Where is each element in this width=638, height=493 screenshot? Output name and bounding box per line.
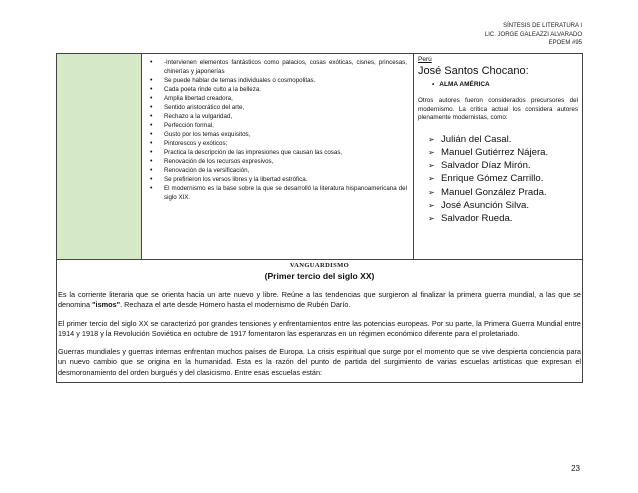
list-item: • Renovación de la versificación, — [164, 166, 407, 175]
list-item: • Gusto por los temas exquisitos, — [164, 130, 407, 139]
paragraph-text: . Rechaza el arte desde Homero hasta el modernismo de Rubén Darío. — [120, 300, 351, 310]
list-item: • Sentido aristocrático del arte, — [164, 103, 407, 112]
author-list-name: Salvador Rueda. — [441, 213, 513, 224]
arrow-bullet-icon: ➢ — [428, 214, 435, 223]
author-list-name: Julián del Casal. — [441, 133, 512, 145]
list-item: • Se prefirieron los versos libres y la libertad estrófica. — [164, 175, 407, 184]
table-row — [57, 54, 582, 260]
section-title: VANGUARDISMO — [289, 262, 350, 269]
author-list-name: Manuel Gutiérrez Nájera. — [441, 146, 549, 158]
paragraph-text: Es la corriente literaria que se orienta hacia un arte nuevo y libre. Reúne a las tendencias que surgieron al finalizar la primera guerra mundial, a las que se denomina — [58, 290, 581, 310]
list-item: • El modernismo es la base sobre la que se desarrolló la literatura hispanoamericana del siglo XIX. — [164, 184, 407, 202]
paragraph: El primer tercio del siglo XX se caracterizó por grandes tensiones y enfrentamientos entre las potencias europeas. Por su parte, la Primera Guerra Mundial entre 1914 y 1918 y la Revolución Soviética en octubre de 1917 fomentaron las esperanzas en un régimen económico diferente para el proletariado. — [58, 318, 581, 338]
list-item — [428, 133, 578, 146]
list-item — [428, 146, 578, 159]
characteristics-cell — [142, 54, 414, 259]
list-item — [428, 199, 578, 212]
vanguardismo-section — [57, 260, 582, 382]
author-name: José Santos Chocano: — [418, 65, 529, 77]
list-item — [428, 186, 578, 199]
author-list-name: José Asunción Silva. — [441, 199, 529, 211]
list-item — [428, 159, 578, 172]
ismos-term: "ismos" — [92, 300, 121, 310]
authors-cell — [414, 54, 582, 259]
list-item: • Practica la descripción de las impresiones que causan las cosas, — [164, 148, 407, 157]
arrow-bullet-icon: ➢ — [428, 161, 435, 171]
arrow-bullet-icon: ➢ — [428, 134, 435, 144]
list-item: • Rechazo a la vulgaridad, — [164, 112, 407, 121]
author-list-name: Manuel González Prada. — [441, 186, 547, 198]
shaded-cell — [57, 54, 142, 259]
others-paragraph: Otros autores fueron considerados precursores del modernismo. La crítica actual los considera autores plenamente modernistas, como: — [418, 97, 578, 122]
list-item: • Se puede hablar de temas individuales o cosmopolitas. — [164, 76, 407, 85]
list-item: • Cada poeta rinde culto a la belleza. — [164, 85, 407, 94]
header-author: LIC. JORGE GALEAZZI ALVARADO — [484, 31, 582, 38]
list-item — [428, 172, 578, 185]
work-title: • ALMA AMÉRICA — [432, 80, 578, 89]
author-list-name: Salvador Díaz Mirón. — [441, 160, 531, 172]
characteristics-list — [144, 58, 407, 202]
header-school: EPOEM #95 — [548, 40, 582, 46]
paragraph: Guerras mundiales y guerras internas enfrentan muchos países de Europa. La crisis espiritual que surge por el momento que se vive despierta conciencia para un nuevo cambio que se origina en la humanidad. Esta es la razón del punto de partida del surgimiento de varias escuelas artísticas que expresan el desmoronamiento del orden burgués y del clasicismo. Entre esas escuelas están: — [58, 347, 581, 377]
arrow-bullet-icon: ➢ — [428, 200, 435, 210]
header-course: SÍNTESIS DE LITERATURA I — [503, 23, 582, 29]
arrow-bullet-icon: ➢ — [428, 147, 435, 157]
list-item: • Pintorescos y exóticos; — [164, 139, 407, 148]
list-item: • Perfección formal, — [164, 121, 407, 130]
list-item: • Amplia libertad creadora, — [164, 94, 407, 103]
list-item: • -Intervienen elementos fantásticos como palacios, cosas exóticas, cisnes, princesas, chinerías y japonerías — [164, 58, 407, 76]
page-number: 23 — [571, 464, 580, 473]
paragraph — [58, 290, 581, 311]
author-list-name: Enrique Gómez Carrillo. — [441, 173, 544, 185]
authors-list — [418, 133, 578, 225]
country-label: Perú — [418, 56, 432, 63]
arrow-bullet-icon: ➢ — [428, 187, 435, 197]
content-table — [56, 53, 583, 383]
section-subtitle: (Primer tercio del siglo XX) — [264, 271, 375, 281]
arrow-bullet-icon: ➢ — [428, 174, 435, 184]
list-item — [428, 212, 578, 225]
document-header — [485, 22, 582, 48]
list-item: • Renovación de los recursos expresivos, — [164, 157, 407, 166]
